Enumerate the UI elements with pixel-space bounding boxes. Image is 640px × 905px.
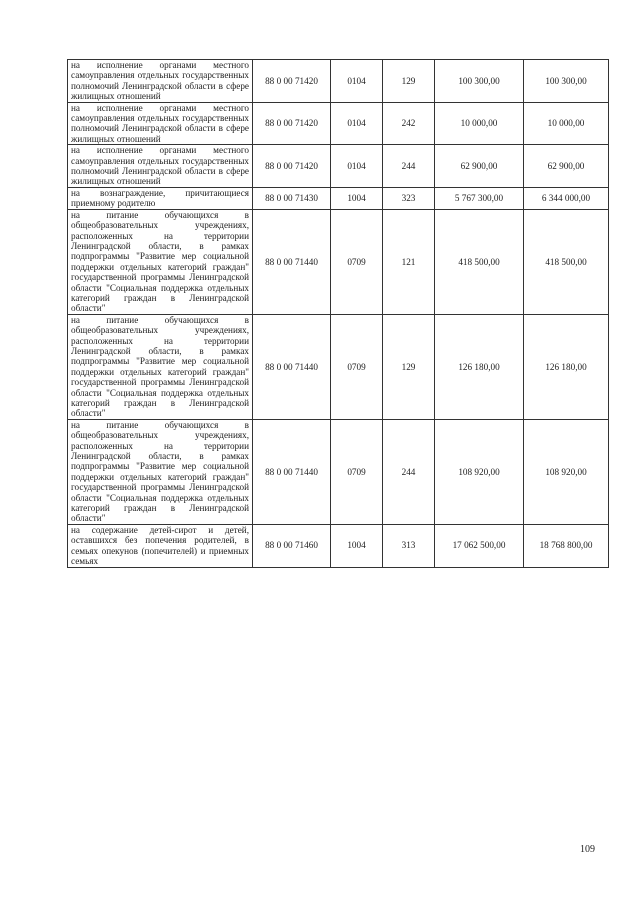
row-target-code: 88 0 00 71440	[253, 419, 331, 524]
budget-table-body	[68, 60, 609, 568]
budget-table	[67, 59, 609, 568]
row-amount-1: 108 920,00	[435, 419, 524, 524]
row-description: на содержание детей-сирот и детей, оставшихся без попечения родителей, в семьях опекунов (попечителей) и приемных семьях	[68, 524, 253, 567]
row-section-code: 1004	[331, 187, 383, 209]
row-amount-1: 62 900,00	[435, 145, 524, 188]
table-row	[68, 209, 609, 314]
row-section-code: 0709	[331, 209, 383, 314]
row-target-code: 88 0 00 71440	[253, 314, 331, 419]
row-amount-2: 6 344 000,00	[524, 187, 609, 209]
row-target-code: 88 0 00 71420	[253, 145, 331, 188]
row-expense-type: 121	[383, 209, 435, 314]
table-row	[68, 187, 609, 209]
row-target-code: 88 0 00 71440	[253, 209, 331, 314]
table-row	[68, 314, 609, 419]
row-section-code: 0104	[331, 102, 383, 145]
row-amount-1: 126 180,00	[435, 314, 524, 419]
row-amount-2: 62 900,00	[524, 145, 609, 188]
row-target-code: 88 0 00 71430	[253, 187, 331, 209]
page-number: 109	[580, 844, 595, 855]
table-row	[68, 524, 609, 567]
row-expense-type: 129	[383, 314, 435, 419]
row-description: на питание обучающихся в общеобразовательных учреждениях, расположенных на территории Ленинградской области, в рамках подпрограммы "Развитие мер социальной поддержки отдельных категорий граждан" государственной программы Ленинградской области "Социальная поддержка отдельных категорий граждан в Ленинградской области"	[68, 209, 253, 314]
row-section-code: 0104	[331, 60, 383, 103]
row-amount-2: 126 180,00	[524, 314, 609, 419]
row-expense-type: 313	[383, 524, 435, 567]
row-amount-2: 418 500,00	[524, 209, 609, 314]
row-section-code: 0104	[331, 145, 383, 188]
row-expense-type: 244	[383, 419, 435, 524]
table-row	[68, 145, 609, 188]
row-amount-2: 100 300,00	[524, 60, 609, 103]
row-amount-2: 108 920,00	[524, 419, 609, 524]
table-row	[68, 419, 609, 524]
row-amount-1: 100 300,00	[435, 60, 524, 103]
row-amount-1: 5 767 300,00	[435, 187, 524, 209]
row-description: на исполнение органами местного самоуправления отдельных государственных полномочий Ленинградской области в сфере жилищных отношений	[68, 60, 253, 103]
row-description: на исполнение органами местного самоуправления отдельных государственных полномочий Ленинградской области в сфере жилищных отношений	[68, 102, 253, 145]
row-section-code: 1004	[331, 524, 383, 567]
row-amount-2: 18 768 800,00	[524, 524, 609, 567]
row-expense-type: 244	[383, 145, 435, 188]
row-description: на исполнение органами местного самоуправления отдельных государственных полномочий Ленинградской области в сфере жилищных отношений	[68, 145, 253, 188]
row-description: на питание обучающихся в общеобразовательных учреждениях, расположенных на территории Ленинградской области, в рамках подпрограммы "Развитие мер социальной поддержки отдельных категорий граждан" государственной программы Ленинградской области "Социальная поддержка отдельных категорий граждан в Ленинградской области"	[68, 419, 253, 524]
row-target-code: 88 0 00 71420	[253, 60, 331, 103]
table-row	[68, 60, 609, 103]
row-amount-2: 10 000,00	[524, 102, 609, 145]
row-expense-type: 323	[383, 187, 435, 209]
row-description: на вознаграждение, причитающиеся приемному родителю	[68, 187, 253, 209]
row-amount-1: 418 500,00	[435, 209, 524, 314]
row-section-code: 0709	[331, 419, 383, 524]
row-amount-1: 17 062 500,00	[435, 524, 524, 567]
row-section-code: 0709	[331, 314, 383, 419]
row-amount-1: 10 000,00	[435, 102, 524, 145]
row-target-code: 88 0 00 71420	[253, 102, 331, 145]
row-target-code: 88 0 00 71460	[253, 524, 331, 567]
table-row	[68, 102, 609, 145]
row-expense-type: 129	[383, 60, 435, 103]
row-expense-type: 242	[383, 102, 435, 145]
row-description: на питание обучающихся в общеобразовательных учреждениях, расположенных на территории Ленинградской области, в рамках подпрограммы "Развитие мер социальной поддержки отдельных категорий граждан" государственной программы Ленинградской области "Социальная поддержка отдельных категорий граждан в Ленинградской области"	[68, 314, 253, 419]
